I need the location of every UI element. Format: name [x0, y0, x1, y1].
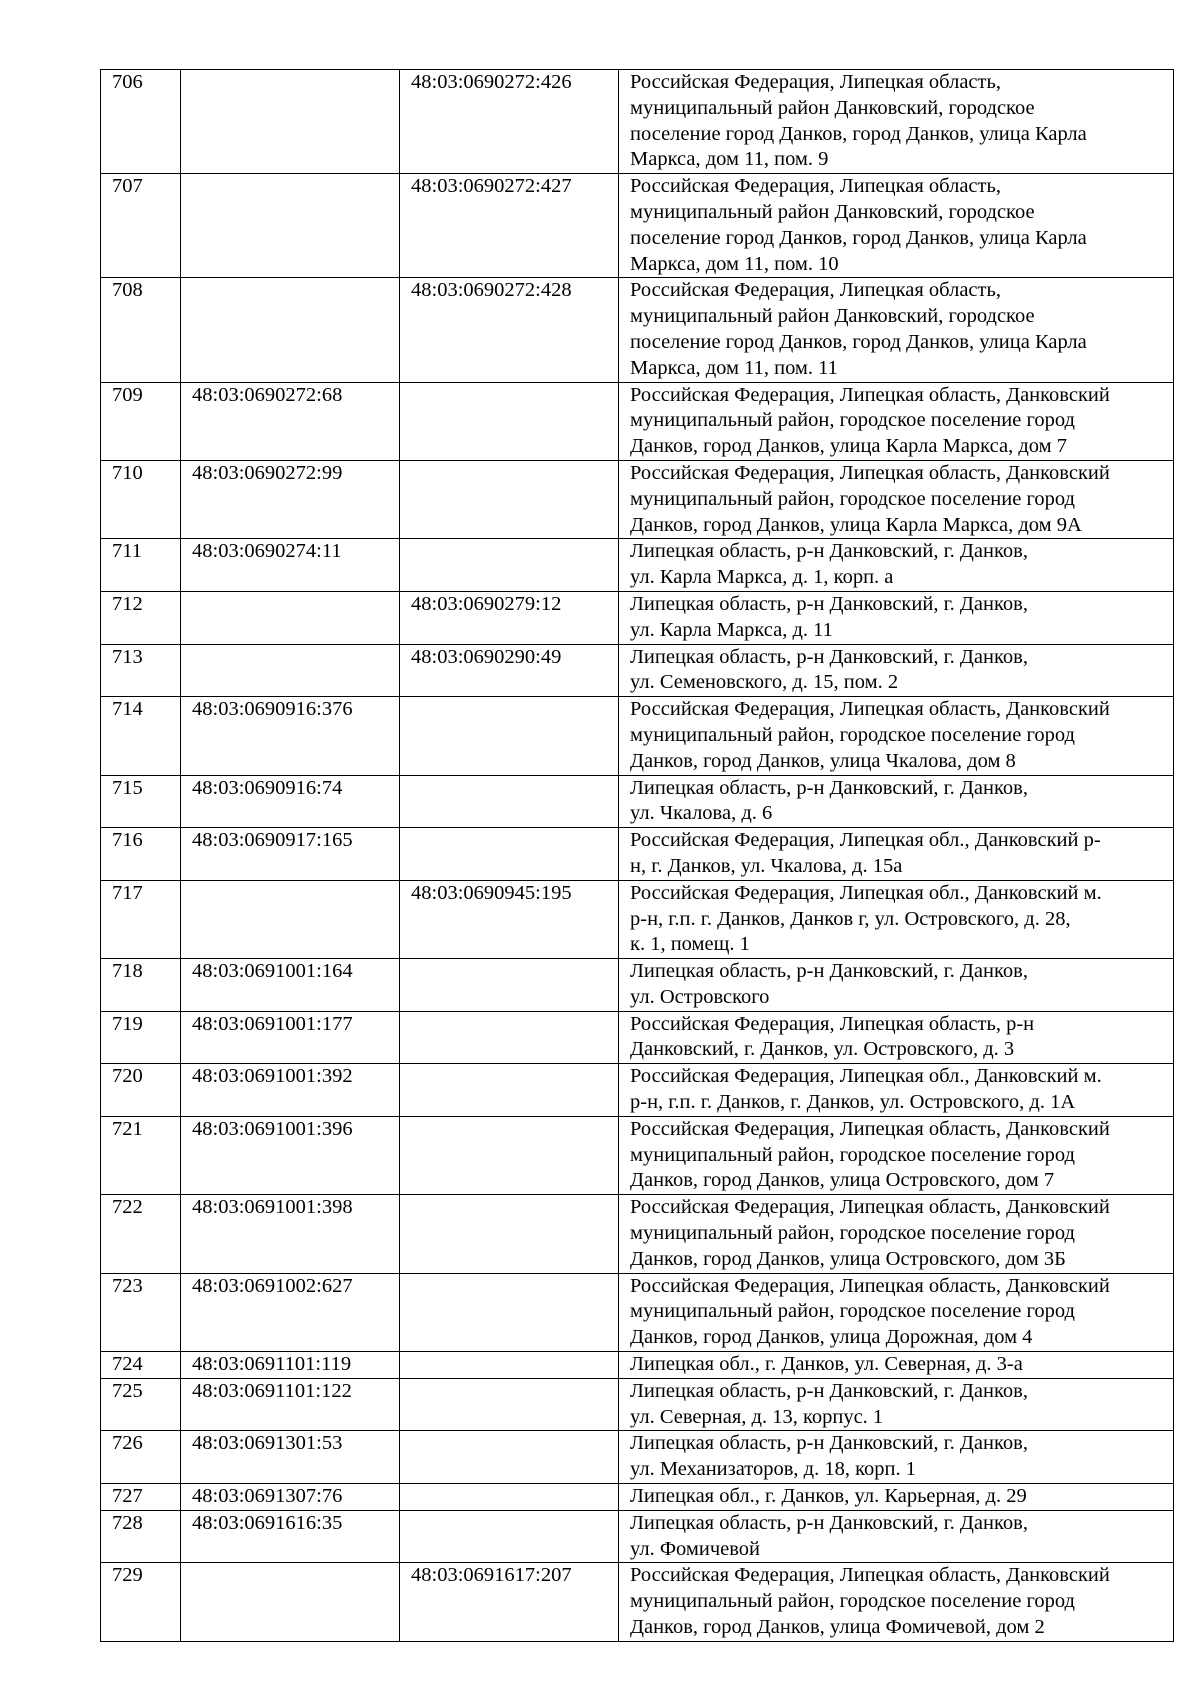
row-number: 717 — [101, 880, 181, 958]
row-number: 726 — [101, 1431, 181, 1484]
building-cadastral-number — [400, 1510, 619, 1563]
row-number: 729 — [101, 1563, 181, 1641]
table-row — [101, 1510, 1174, 1563]
address: Российская Федерация, Липецкая область, муниципальный район Данковский, городское поселение город Данков, город Данков, улица Карла Маркса, дом 11, пом. 10 — [619, 174, 1174, 278]
table-row — [101, 1195, 1174, 1273]
building-cadastral-number: 48:03:0690272:426 — [400, 70, 619, 174]
table-row — [101, 644, 1174, 697]
address: Липецкая область, р-н Данковский, г. Данков, ул. Механизаторов, д. 18, корп. 1 — [619, 1431, 1174, 1484]
building-cadastral-number — [400, 1352, 619, 1379]
address: Российская Федерация, Липецкая обл., Данковский р- н, г. Данков, ул. Чкалова, д. 15а — [619, 828, 1174, 881]
table-body — [101, 70, 1174, 1642]
address: Липецкая область, р-н Данковский, г. Данков, ул. Островского — [619, 959, 1174, 1012]
building-cadastral-number: 48:03:0690290:49 — [400, 644, 619, 697]
address: Российская Федерация, Липецкая область, муниципальный район Данковский, городское поселение город Данков, город Данков, улица Карла Маркса, дом 11, пом. 11 — [619, 278, 1174, 382]
land-cadastral-number: 48:03:0691616:35 — [181, 1510, 400, 1563]
building-cadastral-number: 48:03:0690945:195 — [400, 880, 619, 958]
building-cadastral-number — [400, 1195, 619, 1273]
address: Российская Федерация, Липецкая область, Данковский муниципальный район, городское поселение город Данков, город Данков, улица Чкалова, дом 8 — [619, 697, 1174, 775]
land-cadastral-number: 48:03:0690272:68 — [181, 382, 400, 460]
land-cadastral-number — [181, 1563, 400, 1641]
address: Российская Федерация, Липецкая область, р-н Данковский, г. Данков, ул. Островского, д. 3 — [619, 1011, 1174, 1064]
building-cadastral-number: 48:03:0690272:428 — [400, 278, 619, 382]
address: Российская Федерация, Липецкая область, Данковский муниципальный район, городское поселение город Данков, город Данков, улица Островского, дом 7 — [619, 1116, 1174, 1194]
table-row — [101, 1378, 1174, 1431]
table-row — [101, 382, 1174, 460]
table-row — [101, 278, 1174, 382]
building-cadastral-number — [400, 959, 619, 1012]
address: Российская Федерация, Липецкая обл., Данковский м. р-н, г.п. г. Данков, Данков г, ул. Островского, д. 28, к. 1, помещ. 1 — [619, 880, 1174, 958]
address: Липецкая обл., г. Данков, ул. Северная, д. 3-а — [619, 1352, 1174, 1379]
building-cadastral-number — [400, 1273, 619, 1351]
land-cadastral-number: 48:03:0691101:122 — [181, 1378, 400, 1431]
building-cadastral-number — [400, 460, 619, 538]
row-number: 710 — [101, 460, 181, 538]
land-cadastral-number: 48:03:0690272:99 — [181, 460, 400, 538]
building-cadastral-number — [400, 775, 619, 828]
row-number: 725 — [101, 1378, 181, 1431]
row-number: 728 — [101, 1510, 181, 1563]
address: Российская Федерация, Липецкая обл., Данковский м. р-н, г.п. г. Данков, г. Данков, ул. Островского, д. 1А — [619, 1064, 1174, 1117]
table-row — [101, 1484, 1174, 1511]
row-number: 712 — [101, 591, 181, 644]
land-cadastral-number — [181, 70, 400, 174]
row-number: 720 — [101, 1064, 181, 1117]
row-number: 707 — [101, 174, 181, 278]
building-cadastral-number — [400, 1116, 619, 1194]
row-number: 719 — [101, 1011, 181, 1064]
building-cadastral-number — [400, 1011, 619, 1064]
row-number: 706 — [101, 70, 181, 174]
table-row — [101, 959, 1174, 1012]
table-row — [101, 460, 1174, 538]
row-number: 713 — [101, 644, 181, 697]
land-cadastral-number: 48:03:0691301:53 — [181, 1431, 400, 1484]
address: Липецкая область, р-н Данковский, г. Данков, ул. Карла Маркса, д. 11 — [619, 591, 1174, 644]
row-number: 716 — [101, 828, 181, 881]
property-registry-table — [100, 69, 1174, 1642]
land-cadastral-number: 48:03:0691002:627 — [181, 1273, 400, 1351]
land-cadastral-number: 48:03:0691001:392 — [181, 1064, 400, 1117]
table-row — [101, 539, 1174, 592]
row-number: 715 — [101, 775, 181, 828]
address: Российская Федерация, Липецкая область, Данковский муниципальный район, городское поселение город Данков, город Данков, улица Дорожная, дом 4 — [619, 1273, 1174, 1351]
table-row — [101, 70, 1174, 174]
address: Липецкая область, р-н Данковский, г. Данков, ул. Семеновского, д. 15, пом. 2 — [619, 644, 1174, 697]
table-row — [101, 1352, 1174, 1379]
building-cadastral-number — [400, 539, 619, 592]
row-number: 709 — [101, 382, 181, 460]
row-number: 727 — [101, 1484, 181, 1511]
address: Российская Федерация, Липецкая область, Данковский муниципальный район, городское поселение город Данков, город Данков, улица Карла Маркса, дом 9А — [619, 460, 1174, 538]
land-cadastral-number: 48:03:0690916:74 — [181, 775, 400, 828]
table-row — [101, 1273, 1174, 1351]
table-row — [101, 828, 1174, 881]
address: Липецкая область, р-н Данковский, г. Данков, ул. Чкалова, д. 6 — [619, 775, 1174, 828]
row-number: 722 — [101, 1195, 181, 1273]
row-number: 708 — [101, 278, 181, 382]
building-cadastral-number — [400, 1431, 619, 1484]
address: Липецкая область, р-н Данковский, г. Данков, ул. Северная, д. 13, корпус. 1 — [619, 1378, 1174, 1431]
table-row — [101, 1011, 1174, 1064]
address: Российская Федерация, Липецкая область, Данковский муниципальный район, городское поселение город Данков, город Данков, улица Островского, дом 3Б — [619, 1195, 1174, 1273]
table-row — [101, 880, 1174, 958]
table-row — [101, 174, 1174, 278]
building-cadastral-number: 48:03:0690279:12 — [400, 591, 619, 644]
land-cadastral-number: 48:03:0691001:398 — [181, 1195, 400, 1273]
land-cadastral-number: 48:03:0691001:164 — [181, 959, 400, 1012]
land-cadastral-number — [181, 591, 400, 644]
table-row — [101, 1064, 1174, 1117]
address: Российская Федерация, Липецкая область, Данковский муниципальный район, городское поселение город Данков, город Данков, улица Фомичевой, дом 2 — [619, 1563, 1174, 1641]
table-row — [101, 591, 1174, 644]
table-row — [101, 1431, 1174, 1484]
row-number: 714 — [101, 697, 181, 775]
land-cadastral-number — [181, 174, 400, 278]
table-row — [101, 697, 1174, 775]
building-cadastral-number: 48:03:0691617:207 — [400, 1563, 619, 1641]
land-cadastral-number — [181, 278, 400, 382]
row-number: 724 — [101, 1352, 181, 1379]
address: Российская Федерация, Липецкая область, Данковский муниципальный район, городское поселение город Данков, город Данков, улица Карла Маркса, дом 7 — [619, 382, 1174, 460]
building-cadastral-number — [400, 382, 619, 460]
building-cadastral-number — [400, 1378, 619, 1431]
table-row — [101, 1116, 1174, 1194]
land-cadastral-number: 48:03:0690274:11 — [181, 539, 400, 592]
address: Липецкая область, р-н Данковский, г. Данков, ул. Карла Маркса, д. 1, корп. а — [619, 539, 1174, 592]
row-number: 718 — [101, 959, 181, 1012]
building-cadastral-number — [400, 1064, 619, 1117]
land-cadastral-number: 48:03:0691307:76 — [181, 1484, 400, 1511]
address: Российская Федерация, Липецкая область, муниципальный район Данковский, городское поселение город Данков, город Данков, улица Карла Маркса, дом 11, пом. 9 — [619, 70, 1174, 174]
table-row — [101, 775, 1174, 828]
address: Липецкая обл., г. Данков, ул. Карьерная, д. 29 — [619, 1484, 1174, 1511]
row-number: 723 — [101, 1273, 181, 1351]
land-cadastral-number: 48:03:0691001:396 — [181, 1116, 400, 1194]
land-cadastral-number: 48:03:0691001:177 — [181, 1011, 400, 1064]
row-number: 711 — [101, 539, 181, 592]
land-cadastral-number — [181, 644, 400, 697]
land-cadastral-number: 48:03:0690917:165 — [181, 828, 400, 881]
building-cadastral-number — [400, 1484, 619, 1511]
building-cadastral-number — [400, 828, 619, 881]
building-cadastral-number — [400, 697, 619, 775]
land-cadastral-number: 48:03:0690916:376 — [181, 697, 400, 775]
table-row — [101, 1563, 1174, 1641]
address: Липецкая область, р-н Данковский, г. Данков, ул. Фомичевой — [619, 1510, 1174, 1563]
building-cadastral-number: 48:03:0690272:427 — [400, 174, 619, 278]
row-number: 721 — [101, 1116, 181, 1194]
land-cadastral-number — [181, 880, 400, 958]
land-cadastral-number: 48:03:0691101:119 — [181, 1352, 400, 1379]
